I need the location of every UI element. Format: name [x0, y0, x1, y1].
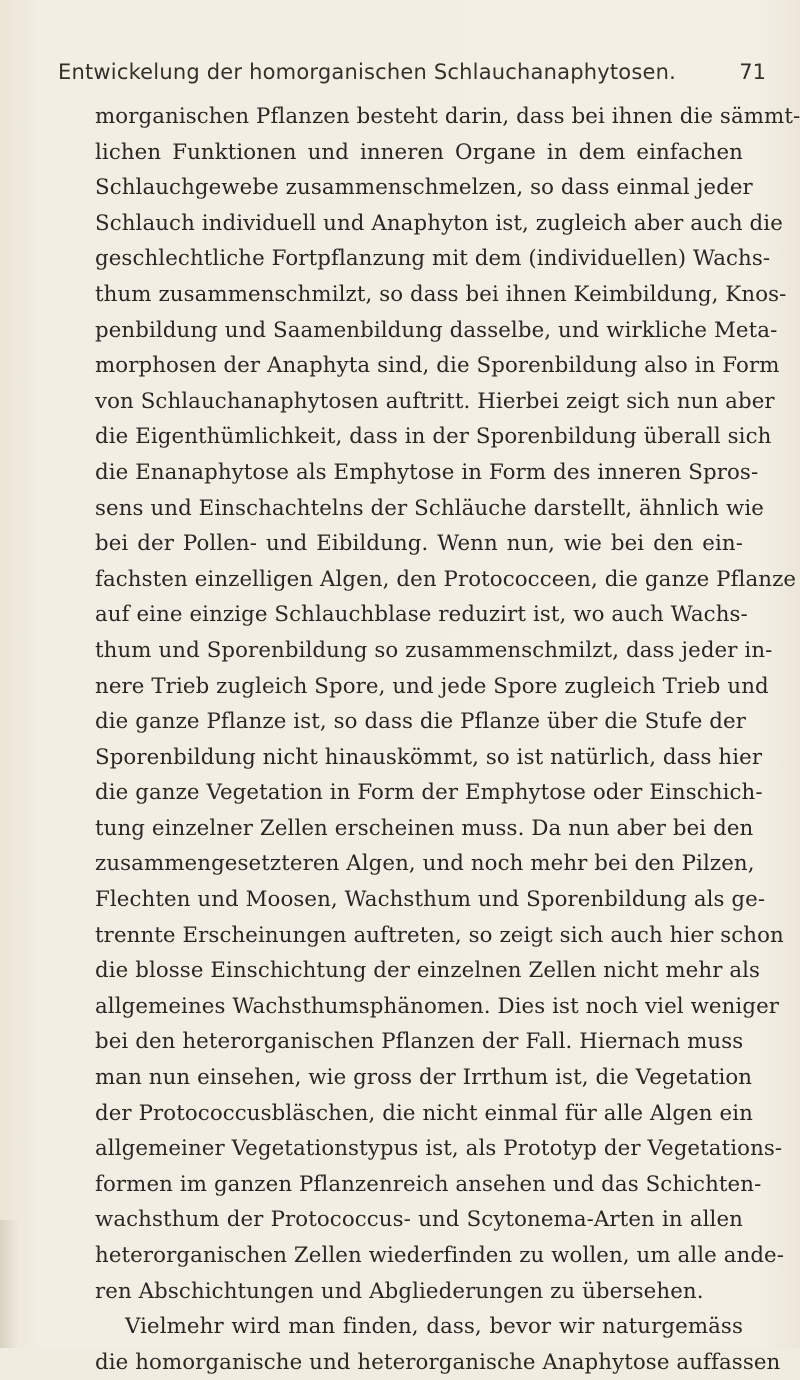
text-line: morganischen Pflanzen besteht darin, dass bei ihnen die sämmt-: [95, 104, 800, 129]
text-line-paragraph-start: Vielmehr wird man finden, dass, bevor wir naturgemäss: [125, 1314, 743, 1340]
text-line: die Enanaphytose als Emphytose in Form des inneren Spros-: [95, 459, 759, 485]
text-line: morphosen der Anaphyta sind, die Sporenbildung also in Form: [95, 353, 780, 379]
text-line: wachsthum der Protococcus- und Scytonema-Arten in allen: [95, 1207, 743, 1233]
text-line: Schlauchgewebe zusammenschmelzen, so dass einmal jeder: [95, 175, 753, 201]
text-line: tung einzelner Zellen erscheinen muss. Da nun aber bei den: [95, 815, 754, 841]
text-line: thum zusammenschmilzt, so dass bei ihnen Keimbildung, Knos-: [95, 281, 787, 307]
text-line: fachsten einzelligen Algen, den Protococceen, die ganze Pflanze: [95, 566, 797, 592]
text-line: von Schlauchanaphytosen auftritt. Hierbei zeigt sich nun aber: [95, 388, 775, 414]
text-line: thum und Sporenbildung so zusammenschmilzt, dass jeder in-: [95, 637, 773, 663]
text-line: der Protococcusbläschen, die nicht einmal für alle Algen ein: [95, 1100, 753, 1126]
text-line: zusammengesetzteren Algen, und noch mehr bei den Pilzen,: [95, 851, 755, 877]
text-line: man nun einsehen, wie gross der Irrthum ist, die Vegetation: [95, 1065, 753, 1091]
text-line: nere Trieb zugleich Spore, und jede Spore zugleich Trieb und: [95, 673, 769, 699]
text-line: formen im ganzen Pflanzenreich ansehen und das Schichten-: [95, 1171, 762, 1197]
text-line: allgemeiner Vegetationstypus ist, als Prototyp der Vegetations-: [95, 1136, 783, 1162]
text-line: die Eigenthümlichkeit, dass in der Sporenbildung überall sich: [95, 424, 772, 450]
text-line: Sporenbildung nicht hinauskömmt, so ist natürlich, dass hier: [95, 744, 763, 770]
text-line: Schlauch individuell und Anaphyton ist, zugleich aber auch die: [95, 210, 783, 236]
text-line: die ganze Pflanze ist, so dass die Pflanze über die Stufe der: [95, 709, 747, 735]
page-binding-shadow: [0, 1220, 18, 1348]
text-line: heterorganischen Zellen wiederfinden zu wollen, um alle ande-: [95, 1243, 785, 1268]
body-text: [95, 99, 800, 1380]
text-line: bei den heterorganischen Pflanzen der Fall. Hiernach muss: [95, 1029, 744, 1055]
text-line: geschlechtliche Fortpflanzung mit dem (individuellen) Wachs-: [95, 246, 771, 272]
running-header: [58, 60, 780, 104]
page-number: 71: [739, 60, 766, 84]
text-line: Flechten und Moosen, Wachsthum und Sporenbildung als ge-: [95, 887, 766, 913]
text-line: die ganze Vegetation in Form der Emphytose oder Einschich-: [95, 780, 763, 806]
text-line-paragraph-end: ren Abschichtungen und Abgliederungen zu übersehen.: [95, 1278, 704, 1304]
text-line: die homorganische und heterorganische Anaphytose auffassen: [95, 1349, 781, 1375]
text-line: lichen Funktionen und inneren Organe in dem einfachen: [95, 139, 743, 165]
text-line: sens und Einschachtelns der Schläuche darstellt, ähnlich wie: [95, 495, 764, 521]
text-line: penbildung und Saamenbildung dasselbe, und wirkliche Meta-: [95, 317, 778, 343]
running-header-title: Entwickelung der homorganischen Schlauchanaphytosen.: [58, 60, 676, 84]
text-line: auf eine einzige Schlauchblase reduzirt ist, wo auch Wachs-: [95, 602, 748, 628]
text-line: bei der Pollen- und Eibildung. Wenn nun, wie bei den ein-: [95, 531, 743, 557]
text-line: trennte Erscheinungen auftreten, so zeigt sich auch hier schon: [95, 922, 784, 948]
text-line: die blosse Einschichtung der einzelnen Zellen nicht mehr als: [95, 958, 761, 984]
text-line: allgemeines Wachsthumsphänomen. Dies ist noch viel weniger: [95, 993, 780, 1019]
